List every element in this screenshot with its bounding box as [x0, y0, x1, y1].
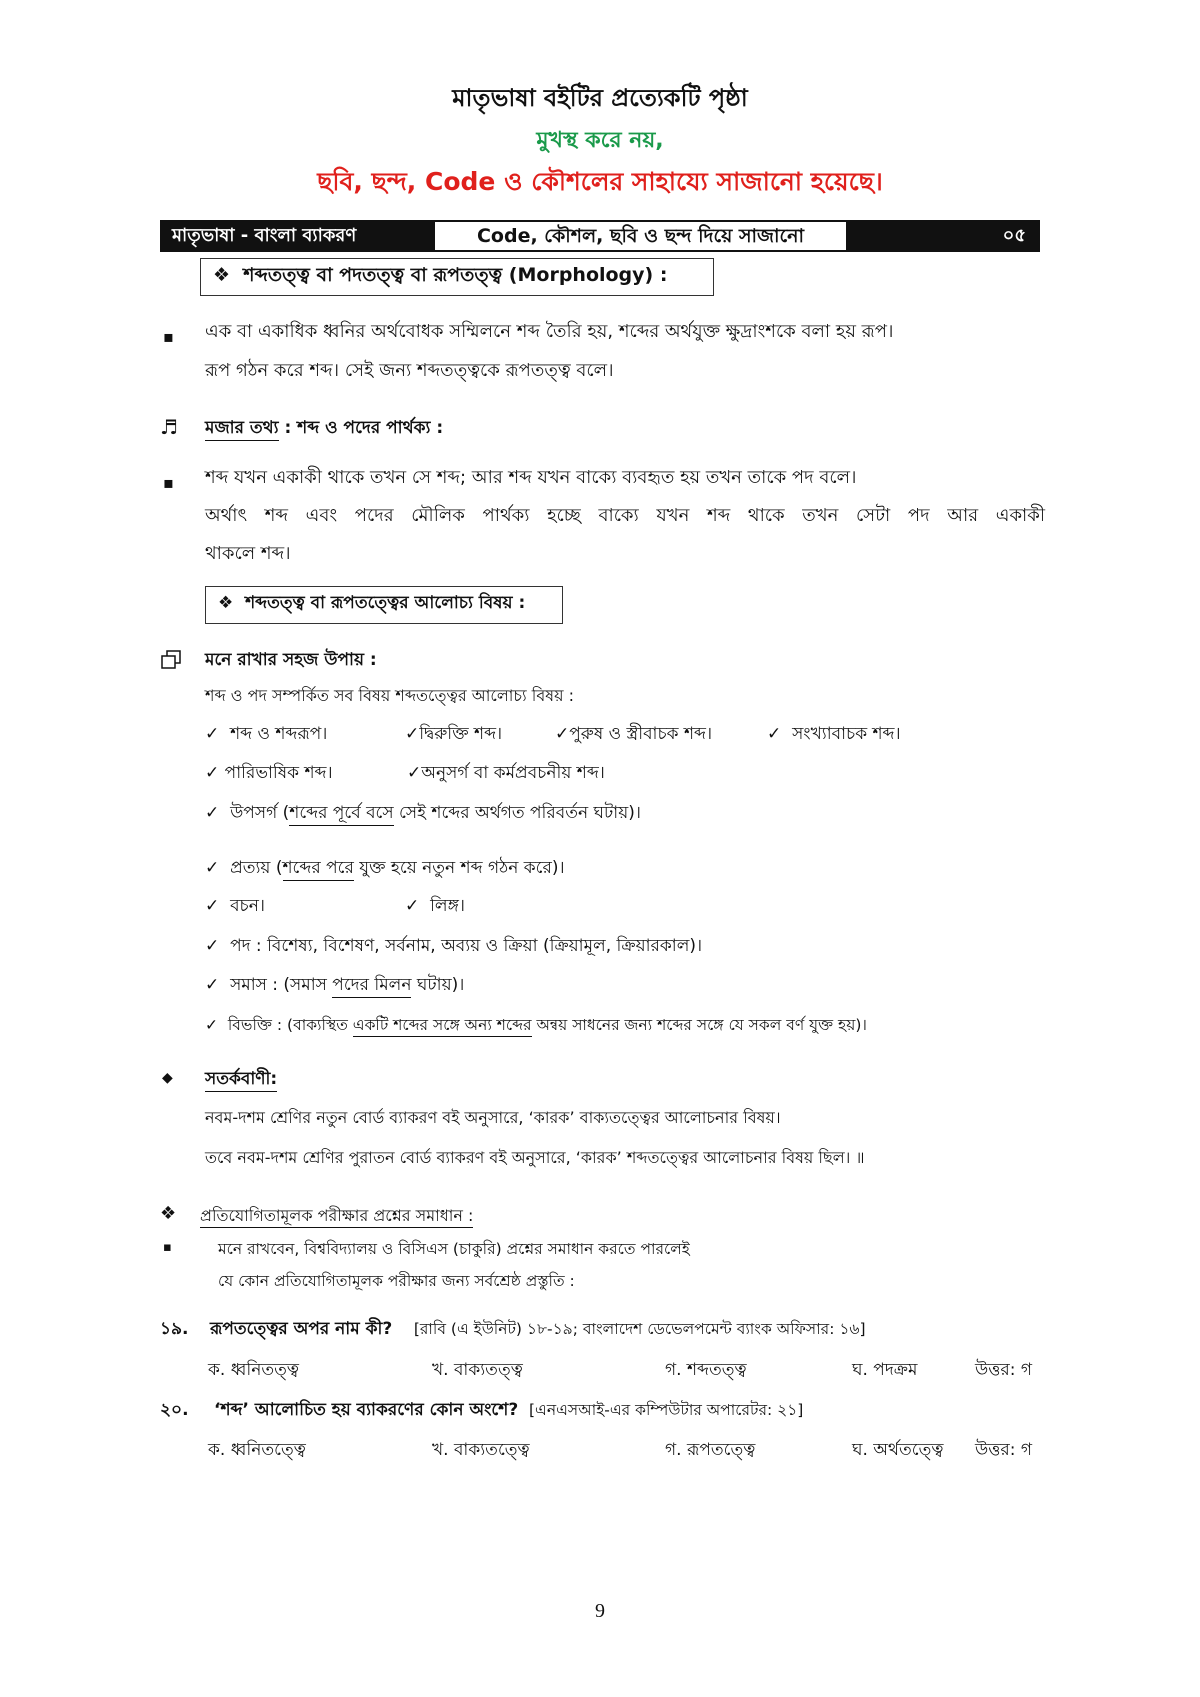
- header-chapter-number: ০৫: [848, 220, 1040, 252]
- check-icon: ✓: [205, 858, 220, 878]
- option: গ. শব্দতত্ত্ব: [665, 1360, 747, 1380]
- check-icon: ✓: [205, 724, 220, 744]
- page-number: 9: [595, 1600, 605, 1622]
- warning-line-1: নবম-দশম শ্রেণির নতুন বোর্ড ব্যাকরণ বই অনুসারে, ‘কারক’ বাক্যতত্ত্বের আলোচনার বিষয়।: [205, 1108, 781, 1127]
- question-19: ১৯. রূপতত্ত্বের অপর নাম কী? [রাবি (এ ইউনিট) ১৮-১৯; বাংলাদেশ ডেভেলপমেন্ট ব্যাংক অফিসার: ১৬]: [160, 1319, 866, 1339]
- check-icon: ✓: [205, 1016, 218, 1034]
- check-icon: ✓: [205, 975, 220, 995]
- square-bullet-icon: ▪: [163, 327, 174, 346]
- check-icon: ✓: [205, 936, 220, 956]
- check-icon: ✓: [555, 724, 570, 744]
- option: ক. ধ্বনিতত্ত্বে: [208, 1440, 306, 1460]
- section-heading-morphology: [200, 258, 714, 296]
- check-icon: ✓: [767, 724, 782, 744]
- chapter-header-bar: [160, 220, 1040, 252]
- check-item: ✓পুরুষ ও স্ত্রীবাচক শব্দ।: [555, 724, 713, 744]
- warning-line-2: তবে নবম-দশম শ্রেণির পুরাতন বোর্ড ব্যাকরণ বই অনুসারে, ‘কারক’ শব্দতত্ত্বের আলোচনার বিষয় ছিল। ॥: [205, 1148, 865, 1167]
- square-bullet-icon: ▪: [163, 473, 174, 492]
- diamond-bullet-icon: ◆: [162, 1070, 173, 1086]
- competitive-line-2: যে কোন প্রতিযোগিতামূলক পরীক্ষার জন্য সর্বশ্রেষ্ঠ প্রস্তুতি :: [218, 1272, 575, 1290]
- option: ক. ধ্বনিতত্ত্ব: [208, 1360, 299, 1380]
- option: ঘ. অর্থতত্ত্বে: [852, 1440, 944, 1460]
- check-icon: ✓: [205, 763, 220, 783]
- check-item-samas: ✓ সমাস : (সমাস পদের মিলন ঘটায়)।: [205, 972, 464, 998]
- answer: উত্তর: গ: [975, 1360, 1033, 1380]
- check-icon: ✓: [407, 763, 422, 783]
- warning-title: সতর্কবাণী:: [205, 1066, 277, 1094]
- check-item: ✓ শব্দ ও শব্দরূপ।: [205, 724, 328, 744]
- competitive-line-1: মনে রাখবেন, বিশ্ববিদ্যালয় ও বিসিএস (চাকুরি) প্রশ্নের সমাধান করতে পারলেই: [218, 1240, 690, 1258]
- diamond-bullet-icon: ❖: [218, 593, 234, 613]
- check-item: ✓অনুসর্গ বা কর্মপ্রবচনীয় শব্দ।: [407, 763, 605, 783]
- fun-fact-label: মজার তথ্য: [205, 418, 279, 441]
- morphology-definition: এক বা একাধিক ধ্বনির অর্থবোধক সম্মিলনে শব্দ তৈরি হয়, শব্দের অর্থযুক্ত ক্ষুদ্রাংশকে বলা হয় রূপ। রূপ গঠন করে শব্দ। সেই জন্য শব্দতত্ত্বকে রূপতত্ত্ব বলে।: [205, 321, 894, 381]
- check-item-pratyay: ✓ প্রত্যয় (শব্দের পরে যুক্ত হয়ে নতুন শব্দ গঠন করে)।: [205, 855, 565, 881]
- check-icon: ✓: [205, 803, 220, 823]
- section-heading-text: শব্দতত্ত্ব বা পদতত্ত্ব বা রূপতত্ত্ব (Morphology) :: [243, 264, 668, 286]
- remember-intro: শব্দ ও পদ সম্পর্কিত সব বিষয় শব্দতত্ত্বের আলোচ্য বিষয় :: [205, 686, 574, 705]
- header-subject: মাতৃভাষা - বাংলা ব্যাকরণ: [160, 220, 433, 252]
- music-note-icon: ♬: [160, 415, 178, 439]
- check-icon: ✓: [405, 896, 420, 916]
- check-item-pad: ✓ পদ : বিশেষ্য, বিশেষণ, সর্বনাম, অব্যয় ও ক্রিয়া (ক্রিয়ামূল, ক্রিয়ারকাল)।: [205, 936, 703, 956]
- diamond-bullet-icon: ❖: [160, 1203, 177, 1224]
- option: ঘ. পদক্রম: [852, 1360, 918, 1380]
- banner-line-1: মাতৃভাষা বইটির প্রত্যেকটি পৃষ্ঠা: [452, 84, 748, 112]
- check-item-upasarga: ✓ উপসর্গ (শব্দের পূর্বে বসে সেই শব্দের অর্থগত পরিবর্তন ঘটায়)।: [205, 800, 641, 826]
- check-icon: ✓: [205, 896, 220, 916]
- check-item: ✓ লিঙ্গ।: [405, 896, 465, 916]
- question-20: ২০. ‘শব্দ’ আলোচিত হয় ব্যাকরণের কোন অংশে? [এনএসআই-এর কম্পিউটার অপারেটর: ২১]: [160, 1400, 804, 1420]
- option: খ. বাক্যতত্ত্বে: [432, 1440, 530, 1460]
- section-heading-scope: ❖ শব্দতত্ত্ব বা রূপতত্ত্বের আলোচ্য বিষয় :: [205, 586, 563, 624]
- check-item: ✓দ্বিরুক্তি শব্দ।: [405, 724, 503, 744]
- competitive-title: প্রতিযোগিতামূলক পরীক্ষার প্রশ্নের সমাধান :: [200, 1203, 473, 1230]
- diamond-bullet-icon: ❖: [213, 264, 231, 286]
- square-bullet-icon: ▪: [163, 1240, 172, 1255]
- check-item: ✓ বচন।: [205, 896, 265, 916]
- copy-pages-icon: [160, 650, 182, 670]
- check-item-bibhakti: ✓ বিভক্তি : (বাক্যস্থিত একটি শব্দের সঙ্গে অন্য শব্দের অন্বয় সাধনের জন্য শব্দের সঙ্গে যে সকল বর্ণ যুক্ত হয়)।: [205, 1012, 867, 1038]
- option: খ. বাক্যতত্ত্ব: [432, 1360, 523, 1380]
- header-tagline: Code, কৌশল, ছবি ও ছন্দ দিয়ে সাজানো: [433, 220, 848, 252]
- check-item: ✓ পারিভাষিক শব্দ।: [205, 763, 333, 783]
- check-icon: ✓: [405, 724, 420, 744]
- banner-line-2: মুখস্থ করে নয়,: [536, 128, 664, 153]
- banner-line-3: ছবি, ছন্দ, Code ও কৌশলের সাহায্যে সাজানো হয়েছে।: [317, 167, 883, 196]
- option: গ. রূপতত্ত্বে: [665, 1440, 756, 1460]
- fun-fact-paragraph: শব্দ যখন একাকী থাকে তখন সে শব্দ; আর শব্দ যখন বাক্যে ব্যবহৃত হয় তখন তাকে পদ বলে। অর্থাৎ শব্দ এবং পদের মৌলিক পার্থক্য হচ্ছে বাক্যে যখন শব্দ থাকে তখন সেটা পদ আর একাকী থাকলে শব্দ।: [205, 467, 1045, 564]
- answer: উত্তর: গ: [975, 1440, 1033, 1460]
- fun-fact-heading: মজার তথ্য : শব্দ ও পদের পার্থক্য :: [205, 415, 443, 443]
- remember-title: মনে রাখার সহজ উপায় :: [205, 650, 377, 670]
- check-item: ✓ সংখ্যাবাচক শব্দ।: [767, 724, 901, 744]
